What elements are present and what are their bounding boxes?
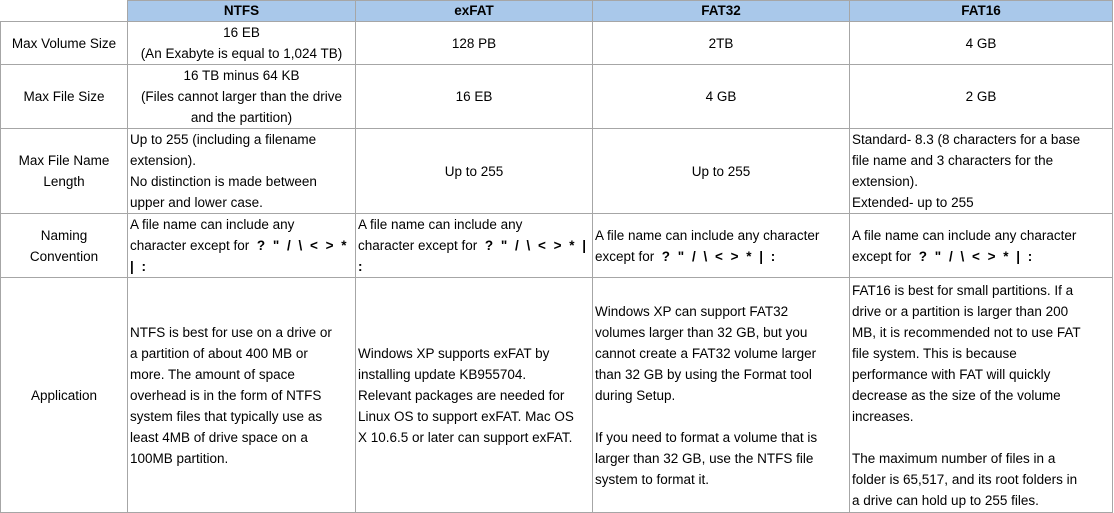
ntfs-app-line: least 4MB of drive space on a (130, 429, 308, 445)
cell-fat16-max-name (850, 129, 1113, 214)
header-row (1, 1, 1113, 22)
fat16-max-name-line-2: file name and 3 characters for the (852, 153, 1054, 168)
fat16-naming-text: except for (852, 248, 912, 264)
ntfs-max-file-note-2: and the partition) (190, 110, 293, 125)
paragraph-gap (595, 406, 847, 427)
cell-ntfs-max-name (128, 129, 356, 214)
row-label-line-2: Convention (29, 248, 99, 264)
row-max-file-name-length (1, 129, 1113, 214)
ntfs-max-file-note-1: (Files cannot larger than the drive (140, 89, 343, 104)
fat16-app-line: FAT16 is best for small partitions. If a (852, 282, 1074, 298)
exfat-forbidden-chars-1: ? " / \ < > * | (484, 238, 589, 253)
cell-exfat-max-volume: 128 PB (356, 22, 593, 65)
cell-fat16-naming (850, 214, 1113, 278)
row-label-naming-convention (1, 214, 128, 278)
fat16-app-line: decrease as the size of the volume (852, 387, 1061, 403)
cell-ntfs-max-file (128, 65, 356, 129)
cell-exfat-application (356, 278, 593, 513)
exfat-app-line: installing update KB955704. (358, 366, 527, 382)
fat16-forbidden-chars: ? " / \ < > * | : (918, 248, 1035, 264)
cell-exfat-max-name: Up to 255 (356, 129, 593, 214)
fat32-app-line: cannot create a FAT32 volume larger (595, 345, 817, 361)
header-ntfs: NTFS (128, 1, 356, 22)
fat32-app-line: Windows XP can support FAT32 (595, 303, 789, 319)
ntfs-max-name-line-2: extension). (130, 153, 197, 168)
fat32-naming-line-1: A file name can include any character (595, 227, 820, 243)
ntfs-app-line: 100MB partition. (130, 450, 229, 466)
ntfs-max-name-line-1: Up to 255 (including a filename (130, 132, 317, 147)
fat16-naming-line-2 (852, 246, 1110, 267)
fat32-naming-text: except for (595, 248, 655, 264)
exfat-forbidden-chars-2: : (358, 259, 365, 274)
row-label-max-file-name-length (1, 129, 128, 214)
exfat-naming-text: character except for (358, 238, 478, 253)
fat16-app-line: drive or a partition is larger than 200 (852, 303, 1069, 319)
cell-fat16-max-file: 2 GB (850, 65, 1113, 129)
fat16-max-name-line-1: Standard- 8.3 (8 characters for a base (852, 132, 1081, 147)
row-application (1, 278, 1113, 513)
ntfs-naming-line-1: A file name can include any (130, 217, 295, 232)
ntfs-app-line: system files that typically use as (130, 408, 323, 424)
fat16-app-line: The maximum number of files in a (852, 450, 1056, 466)
row-naming-convention (1, 214, 1113, 278)
row-label-line-2: Length (43, 174, 85, 189)
fat16-app-line: MB, it is recommended not to use FAT (852, 324, 1081, 340)
ntfs-naming-line-2 (130, 235, 353, 256)
ntfs-max-name-line-3: No distinction is made between (130, 174, 317, 189)
exfat-naming-line-2 (358, 235, 590, 256)
row-label-application: Application (1, 278, 128, 513)
cell-fat32-max-volume: 2TB (593, 22, 850, 65)
cell-ntfs-application (128, 278, 356, 513)
exfat-app-line: X 10.6.5 or later can support exFAT. (358, 429, 573, 445)
fat16-app-line: a drive can hold up to 255 files. (852, 492, 1039, 508)
cell-fat16-application (850, 278, 1113, 513)
ntfs-forbidden-chars-1: ? " / \ < > * (256, 238, 349, 253)
fat16-app-line: file system. This is because (852, 345, 1017, 361)
fat32-app-line: larger than 32 GB, use the NTFS file (595, 450, 814, 466)
cell-ntfs-naming (128, 214, 356, 278)
ntfs-app-line: more. The amount of space (130, 366, 295, 382)
ntfs-app-line: a partition of about 400 MB or (130, 345, 308, 361)
ntfs-app-line: overhead is in the form of NTFS (130, 387, 322, 403)
cell-fat32-application (593, 278, 850, 513)
header-exfat: exFAT (356, 1, 593, 22)
fat16-app-line: performance with FAT will quickly (852, 366, 1051, 382)
fat32-app-line: volumes larger than 32 GB, but you (595, 324, 808, 340)
fat32-forbidden-chars: ? " / \ < > * | : (661, 248, 778, 264)
row-max-volume-size (1, 22, 1113, 65)
cell-fat32-naming (593, 214, 850, 278)
ntfs-max-volume-value: 16 EB (223, 25, 260, 40)
cell-ntfs-max-volume (128, 22, 356, 65)
fat16-naming-line-1: A file name can include any character (852, 227, 1077, 243)
fat32-app-line: during Setup. (595, 387, 676, 403)
exfat-naming-line-1: A file name can include any (358, 217, 523, 232)
ntfs-app-line: NTFS is best for use on a drive or (130, 324, 332, 340)
fat32-naming-line-2 (595, 246, 847, 267)
paragraph-gap (852, 427, 1110, 448)
ntfs-max-name-line-4: upper and lower case. (130, 195, 263, 210)
row-label-max-volume-size: Max Volume Size (1, 22, 128, 65)
cell-fat32-max-file: 4 GB (593, 65, 850, 129)
cell-fat16-max-volume: 4 GB (850, 22, 1113, 65)
fat16-max-name-line-4: Extended- up to 255 (852, 195, 974, 210)
ntfs-max-volume-note: (An Exabyte is equal to 1,024 TB) (140, 46, 343, 61)
exfat-app-line: Windows XP supports exFAT by (358, 345, 550, 361)
header-fat16: FAT16 (850, 1, 1113, 22)
header-fat32: FAT32 (593, 1, 850, 22)
row-max-file-size (1, 65, 1113, 129)
fat16-app-line: folder is 65,517, and its root folders in (852, 471, 1078, 487)
corner-cell (1, 1, 128, 22)
fat32-app-line: system to format it. (595, 471, 710, 487)
ntfs-forbidden-chars-2: | : (130, 259, 149, 274)
row-label-max-file-size: Max File Size (1, 65, 128, 129)
exfat-app-line: Linux OS to support exFAT. Mac OS (358, 408, 574, 424)
ntfs-max-file-value: 16 TB minus 64 KB (183, 68, 300, 83)
row-label-line-1: Naming (40, 227, 88, 243)
fat16-max-name-line-3: extension). (852, 174, 919, 189)
fat32-app-line: than 32 GB by using the Format tool (595, 366, 812, 382)
ntfs-naming-text: character except for (130, 238, 250, 253)
fat32-app-line: If you need to format a volume that is (595, 429, 818, 445)
row-label-line-1: Max File Name (18, 153, 110, 168)
fat16-app-line: increases. (852, 408, 914, 424)
cell-exfat-naming (356, 214, 593, 278)
cell-exfat-max-file: 16 EB (356, 65, 593, 129)
cell-fat32-max-name: Up to 255 (593, 129, 850, 214)
exfat-app-line: Relevant packages are needed for (358, 387, 565, 403)
